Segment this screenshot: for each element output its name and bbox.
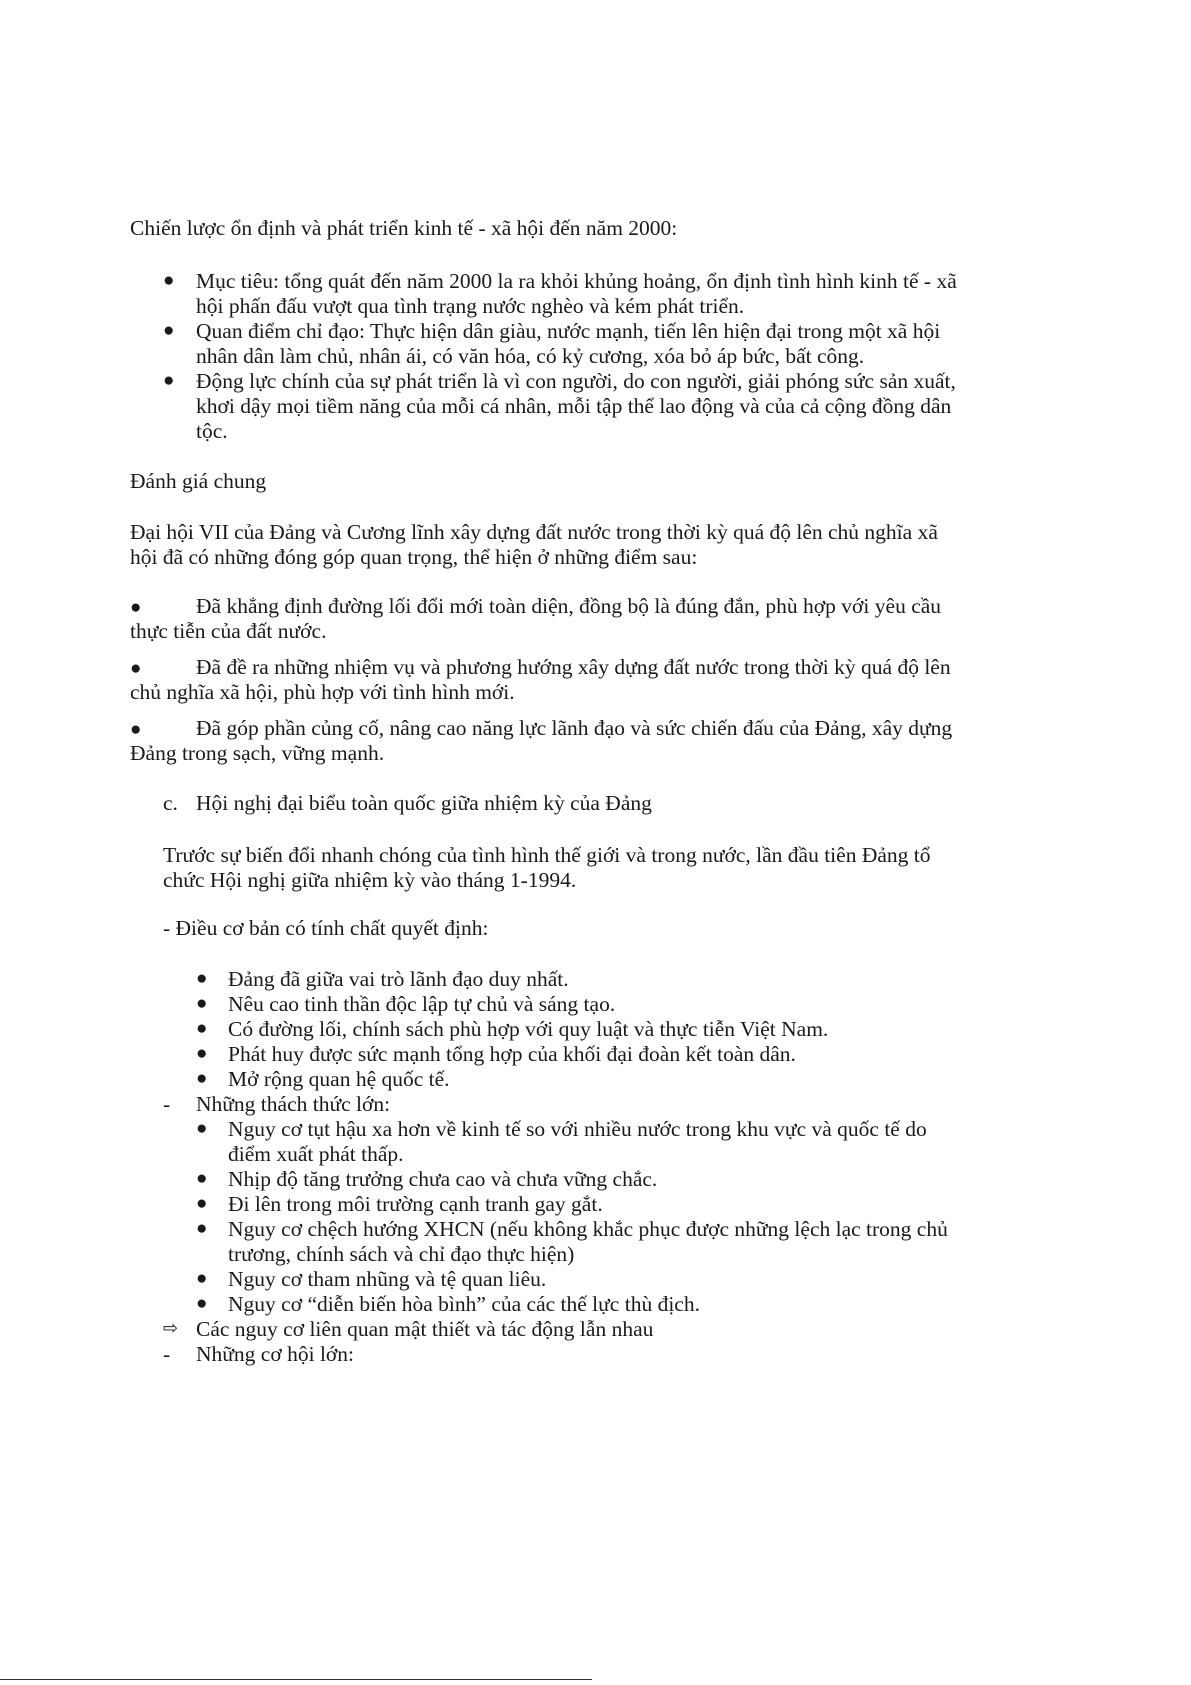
document-page: Chiến lược ổn định và phát triển kinh tế - xã hội đến năm 2000: ● Mục tiêu: tổng quát đến năm 2000 la ra khỏi khủng hoảng, ổn định tình hình kinh tế - xã hội phấn đấu vượt qua tình trạng nước nghèo và kém phát triển. ● Quan điểm chỉ đạo: Thực hiện dân giàu, nước mạnh, tiến lên hiện đại trong một xã hội nhân dân làm chủ, nhân ái, có văn hóa, có kỷ cương, xóa bỏ áp bức, bất công. ● Động lực chính của sự phát triển là vì con người, do con người, giải phóng sức sản xuất, khơi dậy mọi tiềm năng của mỗi cá nhân, mỗi tập thể lao động và của cả cộng đồng dân tộc. Đánh giá chung Đại hội VII của Đảng và Cương lĩnh xây dựng đất nước trong thời kỳ quá độ lên chủ nghĩa xã hội đã có những đóng góp quan trọng, thể hiện ở những điểm sau: ● Đã khẳng định đường lối đổi mới toàn diện, đồng bộ là đúng đắn, phù hợp với yêu cầu thực tiễn của đất nước. ● Đã đề ra những nhiệm vụ và phương hướng xây dựng đất nước trong thời kỳ quá độ lên chủ nghĩa xã hội, phù hợp với tình hình mới. ● Đã góp phần củng cố, nâng cao năng lực lãnh đạo và sức chiến đấu của Đảng, xây dựng Đảng trong sạch, vững mạnh. c. Hội nghị đại biểu toàn quốc giữa nhiệm kỳ của Đảng Trước sự biến đổi nhanh chóng của tình hình thế giới và trong nước, lần đầu tiên Đảng tổ chức Hội nghị giữa nhiệm kỳ vào tháng 1-1994. - Điều cơ bản có tính chất quyết định: ● Đảng đã giữa vai trò lãnh đạo duy nhất. ● Nêu cao tinh thần độc lập tự chủ và sáng tạo. ● Có đường lối, chính sách phù hợp với quy luật và thực tiễn Việt Nam. ● Phát huy được sức mạnh tổng hợp của khối đại đoàn kết toàn dân. ● Mở rộng quan hệ quốc tế. - Những thách thức lớn: ● Nguy cơ tụt hậu xa hơn về kinh tế so với nhiều nước trong khu vực và quốc tế do điểm xuất phát thấp. ● Nhịp độ tăng trưởng chưa cao và chưa vững chắc. ● Đi lên trong môi trường cạnh tranh gay gắt. ● Nguy cơ chệch hướng XHCN (nếu không khắc phục được những lệch lạc trong chủ trương, chính sách và chỉ đạo thực hiện) ● Nguy cơ tham nhũng và tệ quan liêu. ● Nguy cơ “diễn biến hòa bình” của các thế lực thù địch. ⇨ Các nguy cơ liên quan mật thiết và tác động lẫn nhau - Những cơ hội lớn:	[0, 0, 1191, 1685]
sub-heading: - Điều cơ bản có tính chất quyết định:	[163, 916, 489, 940]
paragraph-line: hội đã có những đóng góp quan trọng, thể hiện ở những điểm sau:	[130, 545, 698, 569]
bullet-icon: ●	[130, 719, 142, 740]
bullet-icon: ●	[196, 1168, 208, 1189]
dash-icon: -	[163, 1342, 171, 1366]
bullet-icon: ●	[196, 1068, 208, 1089]
bullet-icon: ●	[130, 658, 142, 679]
bullet-icon: ●	[196, 1268, 208, 1289]
paragraph-line: Trước sự biến đổi nhanh chóng của tình hình thế giới và trong nước, lần đầu tiên Đảng tổ	[163, 843, 931, 867]
bullet-icon: ●	[163, 370, 175, 391]
bullet-icon: ●	[196, 1018, 208, 1039]
bullet-icon: ●	[163, 270, 175, 291]
bullet-icon: ●	[130, 597, 142, 618]
paragraph-line: Đại hội VII của Đảng và Cương lĩnh xây dựng đất nước trong thời kỳ quá độ lên chủ nghĩa xã	[130, 520, 938, 544]
bullet-icon: ●	[196, 1293, 208, 1314]
bullet-icon: ●	[196, 993, 208, 1014]
section-heading: Chiến lược ổn định và phát triển kinh tế - xã hội đến năm 2000:	[130, 216, 678, 240]
page-bottom-divider	[0, 1679, 592, 1680]
bullet-icon: ●	[196, 1043, 208, 1064]
bullet-icon: ●	[196, 1218, 208, 1239]
section-heading: Đánh giá chung	[130, 469, 267, 493]
bullet-icon: ●	[196, 968, 208, 989]
bullet-icon: ●	[196, 1118, 208, 1139]
bullet-icon: ●	[196, 1193, 208, 1214]
bullet-icon: ●	[163, 320, 175, 341]
dash-icon: -	[163, 1092, 171, 1116]
arrow-right-icon: ⇨	[163, 1318, 179, 1339]
paragraph-line: chức Hội nghị giữa nhiệm kỳ vào tháng 1-1994.	[163, 868, 577, 892]
